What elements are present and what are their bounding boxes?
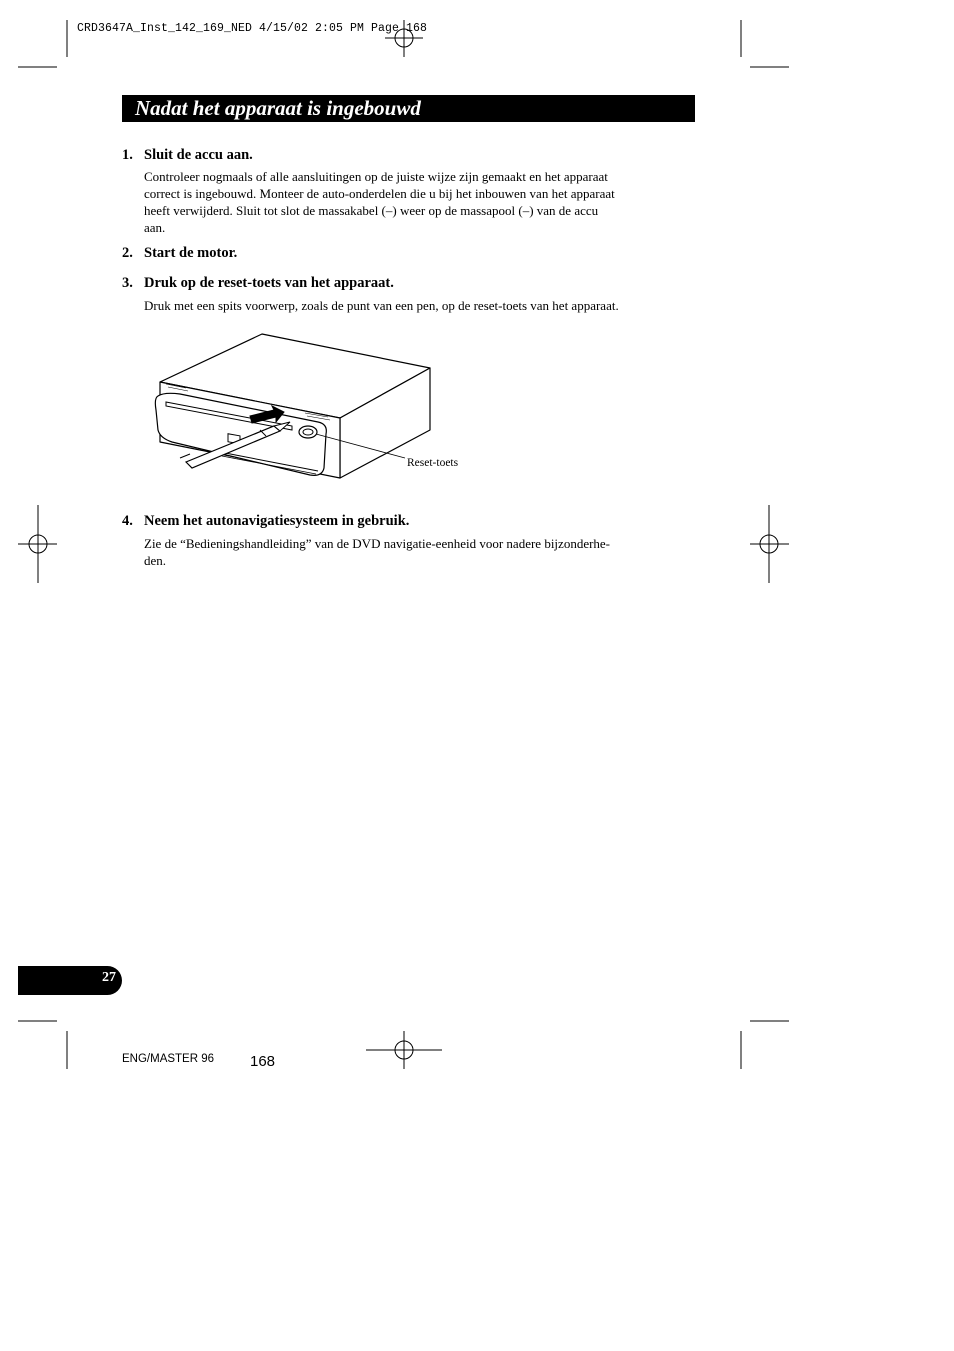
print-slug-line: CRD3647A_Inst_142_169_NED 4/15/02 2:05 PM Page 168 — [77, 22, 428, 35]
body-line: Druk met een spits voorwerp, zoals de punt van een pen, op de reset-toets van het apparaat. — [144, 298, 619, 313]
step-heading-text: Start de motor. — [144, 245, 238, 261]
body-line: heeft verwijderd. Sluit tot slot de massakabel (–) weer op de massapool (–) van de accu — [144, 203, 599, 218]
step-heading-text: Neem het autonavigatiesysteem in gebruik. — [144, 513, 410, 529]
step-number: 3. — [122, 275, 133, 291]
step-1-heading — [122, 147, 682, 165]
section-title-bar — [122, 95, 695, 122]
head-unit-reset-illustration — [150, 330, 440, 485]
reset-button-callout-label: Reset-toets — [407, 457, 459, 469]
step-heading-text: Druk op de reset-toets van het apparaat. — [144, 275, 394, 291]
step-number: 2. — [122, 245, 133, 261]
body-line: aan. — [144, 220, 166, 235]
body-line: Zie de “Bedieningshandleiding” van de DVD navigatie-eenheid voor nadere bijzonderhe- — [144, 536, 611, 551]
footer-page-number: 168 — [250, 1053, 276, 1070]
step-1-body — [144, 168, 674, 236]
step-heading-text: Sluit de accu aan. — [144, 147, 253, 163]
step-number: 4. — [122, 513, 133, 529]
step-2-heading — [122, 245, 682, 263]
section-title: Nadat het apparaat is ingebouwd — [135, 96, 421, 120]
page-tab-number: 27 — [102, 970, 116, 985]
step-4-body — [144, 535, 674, 569]
body-line: den. — [144, 553, 167, 568]
body-line: Controleer nogmaals of alle aansluitingen op de juiste wijze zijn gemaakt en het apparaat — [144, 169, 608, 184]
step-number: 1. — [122, 147, 133, 163]
step-4-heading — [122, 513, 682, 531]
step-3-heading — [122, 275, 682, 293]
step-3-body — [144, 297, 704, 314]
body-line: correct is ingebouwd. Monteer de auto-onderdelen die u bij het inbouwen van het apparaat — [144, 186, 615, 201]
footer-label: ENG/MASTER 96 — [122, 1053, 215, 1065]
page-tab — [18, 966, 122, 995]
